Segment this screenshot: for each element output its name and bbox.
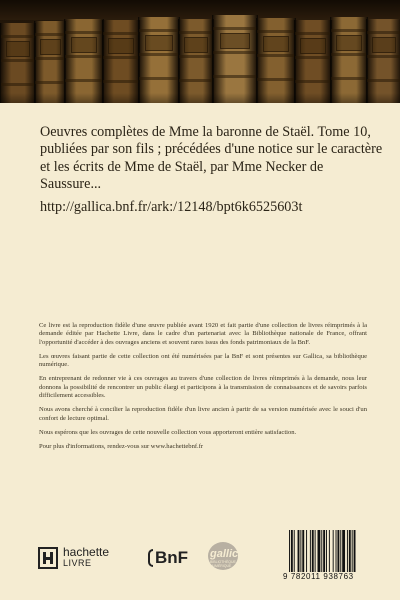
notice-paragraph: Pour plus d'informations, rendez-vous sur www.hachettebnf.fr <box>39 443 204 451</box>
isbn-barcode <box>283 526 383 584</box>
bnf-logo-text: BnF <box>155 548 189 567</box>
isbn-number: 9 782011 938763 <box>283 572 354 581</box>
book-spine <box>256 18 296 103</box>
notice-paragraph: Nous espérons que les ouvrages de cette nouvelle collection vous apporteront entière satisfaction. <box>39 428 297 436</box>
livre-logo-text: LIVRE <box>63 558 92 568</box>
book-spine <box>366 19 400 103</box>
book-spine <box>178 19 214 103</box>
book-spine <box>102 20 140 103</box>
notice-paragraph: Ce livre est la reproduction fidèle d'une œuvre publiée avant 1920 et fait partie d'une collection de livres réimprimés à la demande éditée par Hachette Livre, dans le cadre d'un partenariat avec la Bibliothèque nationale de France, offrant l'opportunité d'accéder à des ouvrages anciens et souvent rares issus des fonds patrimoniaux de la BnF. <box>39 322 367 346</box>
book-spine <box>138 17 180 103</box>
book-spine <box>34 21 66 103</box>
hachette-livre-logo <box>38 545 109 571</box>
gallica-logo-subtitle: BIBLIOTHÈQUE NUMÉRIQUE <box>210 560 236 568</box>
gallica-logo <box>208 542 245 572</box>
collection-notice <box>39 322 367 458</box>
hachette-h-icon <box>38 547 58 569</box>
notice-paragraph: Les œuvres faisant partie de cette collection ont été numérisées par la BnF et sont présentes sur Gallica, sa bibliothèque numérique. <box>39 352 367 369</box>
hachette-logo-text: hachette <box>63 545 110 559</box>
book-spine <box>64 19 104 103</box>
gallica-logo-text: gallica <box>210 548 245 560</box>
book-title: Oeuvres complètes de Mme la baronne de Staël. Tome 10, publiées par son fils ; précédées d'une notice sur le caractère et les écrits de Mme de Staël, par Mme Necker de Saussure... <box>40 124 383 193</box>
bnf-bracket-icon <box>148 549 153 567</box>
book-spine <box>294 20 332 103</box>
books-photo-banner <box>0 0 400 103</box>
barcode-icon <box>289 530 381 572</box>
gallica-url: http://gallica.bnf.fr/ark:/12148/bpt6k6525603t <box>40 199 303 215</box>
book-spine <box>0 23 36 103</box>
book-spine <box>330 17 368 103</box>
bnf-logo <box>148 545 188 571</box>
notice-paragraph: Nous avons cherché à concilier la reproduction fidèle d'un livre ancien à partir de sa version numérisée avec le souci d'un confort de lecture optimal. <box>39 406 367 422</box>
notice-paragraph: En entreprenant de redonner vie à ces ouvrages au travers d'une collection de livres réimprimés à la demande, nous leur donnons la possibilité de rencontrer un public élargi et participons à la transmission de connaissances et de savoirs parfois difficilement accessibles. <box>39 375 367 400</box>
book-spine <box>212 15 258 103</box>
